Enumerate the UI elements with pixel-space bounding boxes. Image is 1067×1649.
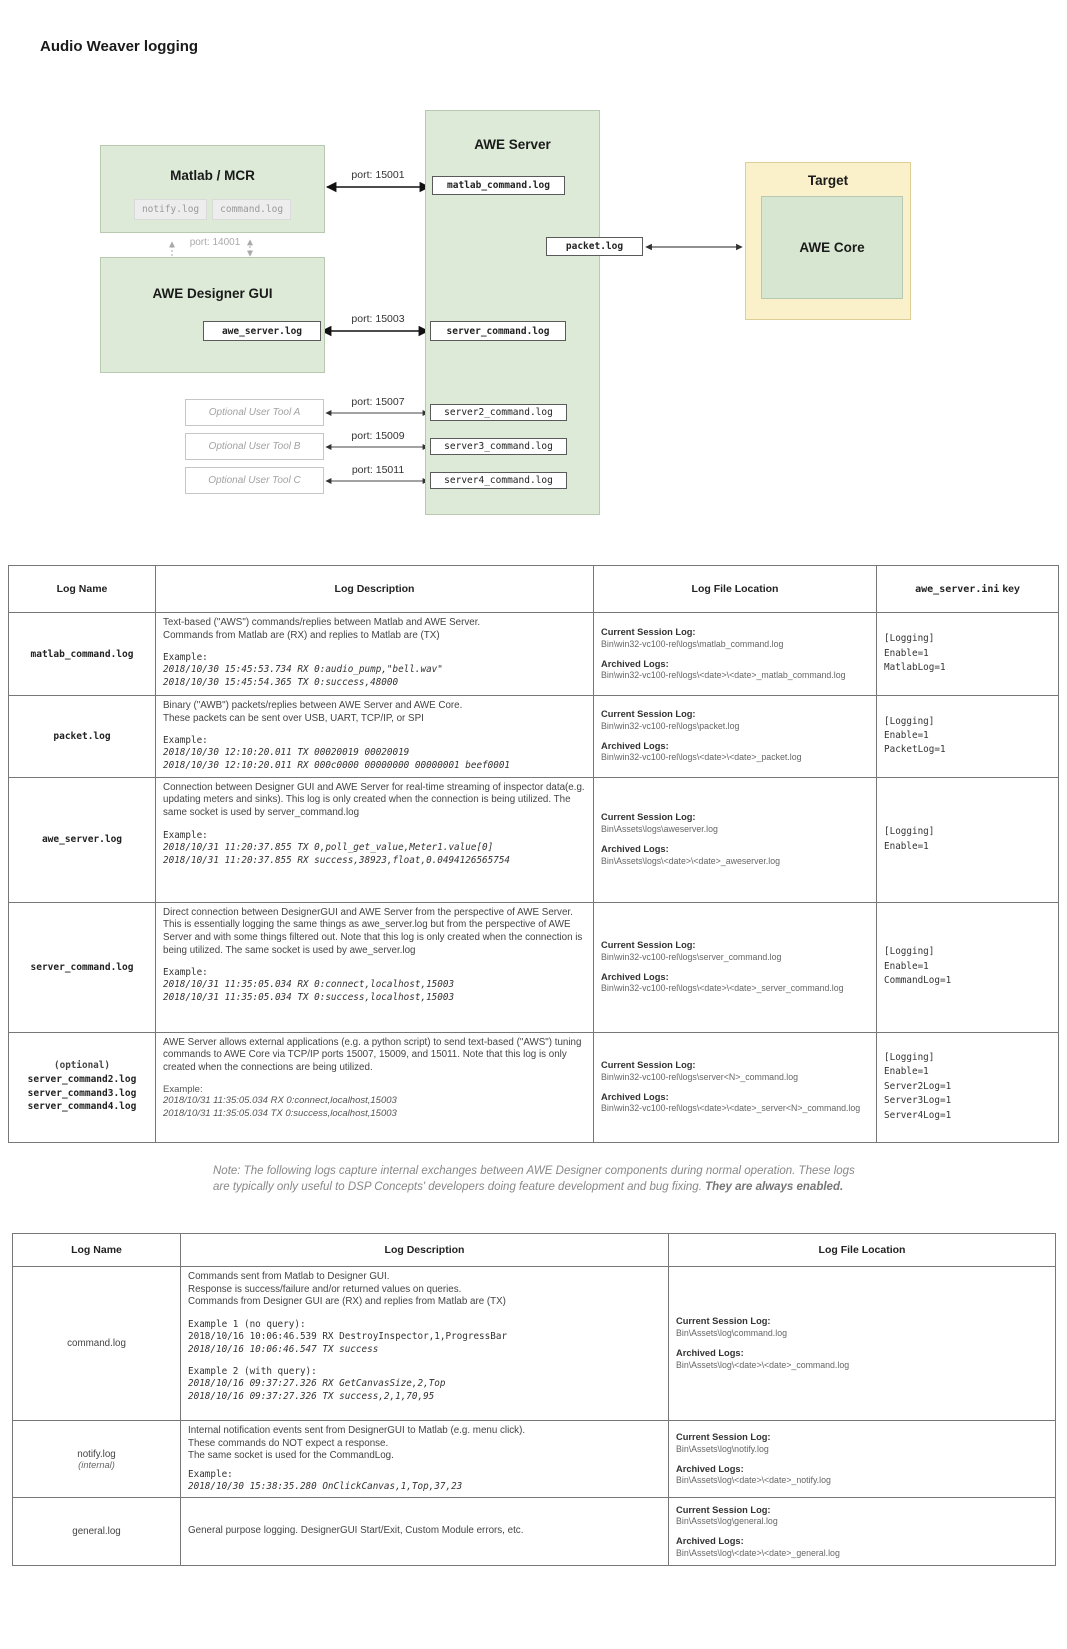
current-session-label: Current Session Log: bbox=[601, 709, 696, 720]
example-label: Example: bbox=[163, 829, 208, 841]
port-label-15009: port: 15009 bbox=[351, 430, 405, 442]
current-session-path: Bin\Assets\log\command.log bbox=[676, 1328, 787, 1339]
ini-key-rest: key bbox=[999, 583, 1020, 595]
current-session-path: Bin\win32-vc100-rel\logs\matlab_command.log bbox=[601, 638, 784, 649]
desc-line: Text-based ("AWS") commands/replies between Matlab and AWE Server. bbox=[163, 617, 481, 628]
awe-server-title: AWE Server bbox=[474, 137, 551, 152]
port-label-15003: port: 15003 bbox=[351, 313, 405, 325]
ini-key-cell bbox=[877, 613, 1059, 696]
desc-line: These packets can be sent over USB, UART, TCP/IP, or SPI bbox=[163, 712, 424, 724]
archived-logs-label: Archived Logs: bbox=[601, 844, 669, 854]
current-session-label: Current Session Log: bbox=[601, 812, 696, 823]
designer-gui-box bbox=[100, 257, 325, 373]
optional-user-tool-a: Optional User Tool A bbox=[185, 399, 324, 426]
note-bold-text: They are always enabled. bbox=[705, 1180, 844, 1193]
example-code-line: 2018/10/30 15:45:54.365 TX 0:success,48000 bbox=[163, 677, 399, 689]
log-file-location bbox=[594, 613, 877, 696]
log-name bbox=[13, 1421, 181, 1498]
matlab-log-chips bbox=[101, 199, 324, 220]
ini-line: Server4Log=1 bbox=[884, 1109, 952, 1121]
log-description bbox=[156, 613, 594, 696]
example-code-line: 2018/10/30 12:10:20.011 TX 00020019 00020019 bbox=[163, 747, 410, 759]
ini-key-cell bbox=[877, 777, 1059, 902]
ini-key-cell bbox=[877, 1032, 1059, 1142]
current-session-label: Current Session Log: bbox=[601, 626, 696, 637]
ini-line: Enable=1 bbox=[884, 840, 929, 852]
ini-key-cell bbox=[877, 902, 1059, 1032]
current-session-label: Current Session Log: bbox=[601, 939, 696, 950]
log-description bbox=[181, 1421, 669, 1498]
log-name: packet.log bbox=[9, 696, 156, 778]
port-label-15001: port: 15001 bbox=[351, 169, 405, 181]
desc-line: Commands sent from Matlab to Designer GUI. bbox=[188, 1271, 390, 1282]
current-session-label: Current Session Log: bbox=[676, 1432, 771, 1443]
ini-line: Enable=1 bbox=[884, 1066, 929, 1078]
ini-line: MatlabLog=1 bbox=[884, 662, 946, 674]
internal-note: (internal) bbox=[78, 1459, 115, 1470]
example-code-line: 2018/10/16 09:37:27.326 RX GetCanvasSize,2,Top bbox=[188, 1378, 446, 1390]
ini-key-mono: awe_server.ini bbox=[915, 584, 1000, 595]
table-row-notify-log bbox=[13, 1421, 1056, 1498]
example-label: Example: bbox=[163, 1083, 203, 1095]
example-code-line: 2018/10/16 10:06:46.547 TX success bbox=[188, 1344, 379, 1356]
log-description bbox=[156, 777, 594, 902]
desc-line: General purpose logging. DesignerGUI Start/Exit, Custom Module errors, etc. bbox=[188, 1525, 524, 1537]
optional-user-tool-b: Optional User Tool B bbox=[185, 433, 324, 460]
note-text: Note: The following logs capture internal exchanges between AWE Designer components during normal operation. These logs are typically only useful to DSP Concepts' developers doing feature development and bug fixing. bbox=[213, 1165, 855, 1193]
desc-line: AWE Server allows external applications (e.g. a python script) to send text-based ("AWS") tuning commands to AWE Core via TCP/IP ports 15007, 15009, and 15011. Note that this log is only created when the connections are being utilized. bbox=[163, 1036, 582, 1073]
ini-key-cell bbox=[877, 696, 1059, 778]
optional-note: (optional) bbox=[54, 1059, 110, 1071]
desc-line: Connection between Designer GUI and AWE Server for real-time streaming of inspector data(e.g. updating meters and sinks). This log is only created when the connection is being utilized. The same socket is used by server_command.log bbox=[163, 781, 585, 818]
col-header-log-description: Log Description bbox=[181, 1234, 669, 1267]
table-row-packet-log bbox=[9, 696, 1059, 778]
archived-logs-label: Archived Logs: bbox=[601, 740, 669, 751]
packet-log-box: packet.log bbox=[546, 237, 643, 256]
current-session-label: Current Session Log: bbox=[676, 1316, 771, 1327]
desc-line: Direct connection between DesignerGUI and AWE Server from the perspective of AWE Server. This is essentially logging the same things as awe_server.log but from the perspective of AWE Server and with some things filtered out. Note that this log is only created when the connection is being utilized. The same socket is used by awe_server.log bbox=[163, 906, 583, 956]
log-name: server_command.log bbox=[9, 902, 156, 1032]
table-row-awe-server-log bbox=[9, 777, 1059, 902]
internal-logs-table bbox=[12, 1233, 1056, 1566]
log-description bbox=[181, 1267, 669, 1421]
desc-line: Response is success/failure and/or returned values on queries. bbox=[188, 1283, 462, 1295]
log-file-location bbox=[669, 1498, 1056, 1566]
example1-label: Example 1 (no query): bbox=[188, 1319, 306, 1331]
designer-gui-title: AWE Designer GUI bbox=[152, 286, 273, 301]
example-code-line: 2018/10/31 11:35:05.034 RX 0:connect,localhost,15003 bbox=[163, 979, 455, 991]
matlab-box bbox=[100, 145, 325, 233]
example-label: Example: bbox=[163, 967, 208, 979]
log-file-location bbox=[594, 696, 877, 778]
table-row-server-command234-log bbox=[9, 1032, 1059, 1142]
example-code-line: 2018/10/30 12:10:20.011 RX 000c0000 00000000 00000001 beef0001 bbox=[163, 760, 511, 772]
optional-user-tool-c: Optional User Tool C bbox=[185, 467, 324, 494]
desc-line: Binary ("AWB") packets/replies between AWE Server and AWE Core. bbox=[163, 700, 463, 711]
example-code-line: 2018/10/31 11:35:05.034 RX 0:connect,localhost,15003 bbox=[163, 1094, 397, 1106]
example2-label: Example 2 (with query): bbox=[188, 1366, 317, 1378]
archived-logs-path: Bin\win32-vc100-rel\logs\<date>\<date>_server_command.log bbox=[601, 983, 844, 994]
server-logs-header-row bbox=[9, 566, 1059, 613]
archived-logs-path: Bin\win32-vc100-rel\logs\<date>\<date>_packet.log bbox=[601, 752, 802, 763]
log-file-location bbox=[669, 1421, 1056, 1498]
col-header-log-name: Log Name bbox=[13, 1234, 181, 1267]
ini-line: [Logging] bbox=[884, 715, 935, 727]
example-code-line: 2018/10/31 11:35:05.034 TX 0:success,localhost,15003 bbox=[163, 992, 455, 1004]
target-title: Target bbox=[807, 173, 849, 188]
example-code-line: 2018/10/31 11:35:05.034 TX 0:success,localhost,15003 bbox=[163, 1107, 397, 1119]
example-code-line: 2018/10/31 11:20:37.855 RX success,38923,float,0.0494126565754 bbox=[163, 854, 511, 866]
notify-log-chip: notify.log bbox=[134, 199, 207, 220]
port-label-15007: port: 15007 bbox=[351, 396, 405, 408]
example-code-line: 2018/10/31 11:20:37.855 TX 0,poll_get_value,Meter1.value[0] bbox=[163, 841, 494, 853]
log-description bbox=[156, 902, 594, 1032]
ini-line: Server2Log=1 bbox=[884, 1080, 952, 1092]
ini-line: [Logging] bbox=[884, 633, 935, 645]
server4-command-log-box: server4_command.log bbox=[430, 472, 567, 489]
port-label-14001: port: 14001 bbox=[189, 237, 241, 248]
table-row-server-command-log bbox=[9, 902, 1059, 1032]
server2-command-log-box: server2_command.log bbox=[430, 404, 567, 421]
log-name-line: server_command3.log bbox=[27, 1087, 137, 1099]
ini-line: [Logging] bbox=[884, 946, 935, 958]
current-session-label: Current Session Log: bbox=[601, 1059, 696, 1070]
log-name bbox=[9, 1032, 156, 1142]
example-label: Example: bbox=[163, 652, 208, 664]
table-row-general-log bbox=[13, 1498, 1056, 1566]
log-name-line: server_command4.log bbox=[27, 1101, 137, 1113]
awe-core-box: AWE Core bbox=[761, 196, 903, 299]
desc-line: The same socket is used for the CommandLog. bbox=[188, 1450, 394, 1462]
col-header-ini-key bbox=[877, 566, 1059, 613]
archived-logs-label: Archived Logs: bbox=[601, 658, 669, 669]
table-row-command-log bbox=[13, 1267, 1056, 1421]
log-file-location bbox=[594, 1032, 877, 1142]
architecture-diagram bbox=[0, 0, 1067, 540]
desc-line: Commands from Matlab are (RX) and replies to Matlab are (TX) bbox=[163, 629, 440, 641]
table-row-matlab-command-log bbox=[9, 613, 1059, 696]
col-header-log-name: Log Name bbox=[9, 566, 156, 613]
internal-logs-header-row bbox=[13, 1234, 1056, 1267]
ini-line: Enable=1 bbox=[884, 647, 929, 659]
log-file-location bbox=[669, 1267, 1056, 1421]
archived-logs-label: Archived Logs: bbox=[676, 1536, 744, 1547]
ini-line: [Logging] bbox=[884, 1051, 935, 1063]
ini-line: [Logging] bbox=[884, 826, 935, 838]
ini-line: CommandLog=1 bbox=[884, 975, 952, 987]
desc-line: Commands from Designer GUI are (RX) and replies from Matlab are (TX) bbox=[188, 1296, 506, 1308]
ini-line: Enable=1 bbox=[884, 730, 929, 742]
archived-logs-path: Bin\Assets\logs\<date>\<date>_aweserver.log bbox=[601, 855, 780, 866]
matlab-box-title: Matlab / MCR bbox=[170, 168, 255, 183]
archived-logs-label: Archived Logs: bbox=[601, 1091, 669, 1102]
log-name: command.log bbox=[13, 1267, 181, 1421]
log-name-line: notify.log bbox=[77, 1448, 116, 1460]
archived-logs-label: Archived Logs: bbox=[676, 1463, 744, 1474]
server3-command-log-box: server3_command.log bbox=[430, 438, 567, 455]
internal-logs-note bbox=[213, 1164, 873, 1195]
example-code-line: 2018/10/30 15:38:35.280 OnClickCanvas,1,Top,37,23 bbox=[188, 1481, 463, 1493]
ini-line: Server3Log=1 bbox=[884, 1095, 952, 1107]
col-header-log-file-location: Log File Location bbox=[669, 1234, 1056, 1267]
matlab-command-log-box: matlab_command.log bbox=[432, 176, 565, 195]
ini-line: PacketLog=1 bbox=[884, 744, 946, 756]
archived-logs-label: Archived Logs: bbox=[601, 971, 669, 982]
log-description bbox=[156, 696, 594, 778]
current-session-path: Bin\win32-vc100-rel\logs\packet.log bbox=[601, 720, 740, 731]
current-session-path: Bin\win32-vc100-rel\logs\server_command.log bbox=[601, 951, 782, 962]
archived-logs-path: Bin\Assets\log\<date>\<date>_notify.log bbox=[676, 1475, 831, 1486]
page-title: Audio Weaver logging bbox=[40, 38, 199, 55]
log-name-line: server_command2.log bbox=[27, 1073, 137, 1085]
server-logs-table bbox=[8, 565, 1059, 1143]
col-header-log-description: Log Description bbox=[156, 566, 594, 613]
desc-line: Internal notification events sent from DesignerGUI to Matlab (e.g. menu click). bbox=[188, 1425, 526, 1436]
example-label: Example: bbox=[163, 735, 208, 747]
example-code-line: 2018/10/16 09:37:27.326 TX success,2,1,70,95 bbox=[188, 1391, 435, 1403]
log-name: awe_server.log bbox=[9, 777, 156, 902]
log-description bbox=[181, 1498, 669, 1566]
archived-logs-path: Bin\win32-vc100-rel\logs\<date>\<date>_server<N>_command.log bbox=[601, 1103, 861, 1114]
log-file-location bbox=[594, 777, 877, 902]
log-description bbox=[156, 1032, 594, 1142]
archived-logs-path: Bin\Assets\log\<date>\<date>_general.log bbox=[676, 1547, 840, 1558]
example-code-line: 2018/10/30 15:45:53.734 RX 0:audio_pump,"bell.wav" bbox=[163, 664, 443, 676]
current-session-path: Bin\Assets\log\general.log bbox=[676, 1516, 778, 1527]
current-session-path: Bin\Assets\log\notify.log bbox=[676, 1443, 769, 1454]
col-header-log-file-location: Log File Location bbox=[594, 566, 877, 613]
log-file-location bbox=[594, 902, 877, 1032]
example-code-line: 2018/10/16 10:06:46.539 RX DestroyInspector,1,ProgressBar bbox=[188, 1331, 508, 1343]
command-log-chip: command.log bbox=[212, 199, 291, 220]
awe-server-log-box: awe_server.log bbox=[203, 321, 321, 341]
server-command-log-box: server_command.log bbox=[430, 321, 566, 341]
current-session-label: Current Session Log: bbox=[676, 1504, 771, 1515]
desc-line: These commands do NOT expect a response. bbox=[188, 1437, 389, 1449]
example-label: Example: bbox=[188, 1469, 233, 1481]
current-session-path: Bin\Assets\logs\aweserver.log bbox=[601, 824, 718, 835]
log-name: general.log bbox=[13, 1498, 181, 1566]
ini-line: Enable=1 bbox=[884, 960, 929, 972]
log-name: matlab_command.log bbox=[9, 613, 156, 696]
archived-logs-label: Archived Logs: bbox=[676, 1348, 744, 1358]
archived-logs-path: Bin\win32-vc100-rel\logs\<date>\<date>_matlab_command.log bbox=[601, 670, 846, 681]
archived-logs-path: Bin\Assets\log\<date>\<date>_command.log bbox=[676, 1359, 850, 1370]
current-session-path: Bin\win32-vc100-rel\logs\server<N>_command.log bbox=[601, 1071, 799, 1082]
port-label-15011: port: 15011 bbox=[351, 464, 405, 476]
